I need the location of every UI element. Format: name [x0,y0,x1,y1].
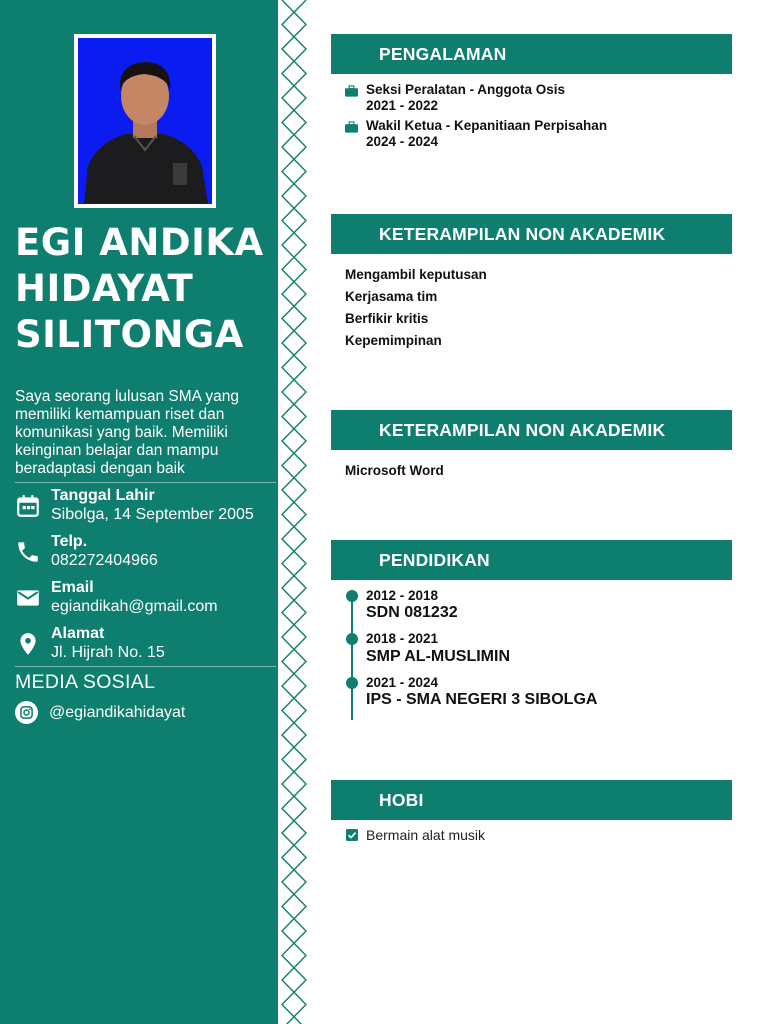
calendar-icon [15,493,41,519]
hobby-text: Bermain alat musik [366,827,486,843]
divider [15,666,276,667]
contact-label: Tanggal Lahir [51,487,155,504]
skill-item: Mengambil keputusan [345,267,487,282]
briefcase-icon [345,121,358,133]
education-timeline [351,596,353,720]
experience-title: Seksi Peralatan - Anggota Osis [366,82,566,97]
contact-value: Sibolga, 14 September 2005 [51,506,254,523]
contact-value: Jl. Hijrah No. 15 [51,644,165,661]
sidebar [0,0,278,1024]
hobby-item [346,827,485,843]
section-header-soft-skills: KETERAMPILAN NON AKADEMIK [331,214,732,254]
profile-summary: Saya seorang lulusan SMA yang memiliki kemampuan riset dan komunikasi yang baik. Memiliki keinginan belajar dan mampu beradaptasi dengan baik [15,388,240,477]
social-media-title: MEDIA SOSIAL [15,671,156,693]
section-header-education: PENDIDIKAN [331,540,732,580]
contact-label: Alamat [51,625,105,642]
contact-value: egiandikah@gmail.com [51,598,218,615]
timeline-dot [346,590,358,602]
skill-item: Kepemimpinan [345,333,442,348]
name-line-1: EGI ANDIKA [15,221,264,264]
zigzag-divider [278,0,310,1024]
education-school: IPS - SMA NEGERI 3 SIBOLGA [366,691,598,708]
skill-item: Berfikir kritis [345,311,429,326]
divider [15,482,276,483]
timeline-dot [346,677,358,689]
briefcase-icon [345,85,358,97]
checkbox-checked-icon [346,829,358,841]
contact-label: Email [51,579,94,596]
contact-label: Telp. [51,533,88,550]
section-header-experience: PENGALAMAN [331,34,732,74]
education-years: 2012 - 2018 [366,588,439,603]
experience-item [345,82,565,114]
experience-years: 2021 - 2022 [366,98,439,113]
social-instagram[interactable] [15,701,185,724]
phone-icon [15,539,41,565]
contact-phone [15,533,277,570]
contact-birthdate [15,487,277,524]
skill-item: Kerjasama tim [345,289,438,304]
contact-email [15,579,277,616]
education-school: SDN 081232 [366,604,458,621]
timeline-dot [346,633,358,645]
education-years: 2021 - 2024 [366,675,439,690]
contact-address [15,625,277,662]
experience-years: 2024 - 2024 [366,134,439,149]
skill-item: Microsoft Word [345,463,444,478]
section-header-hobby: HOBI [331,780,732,820]
education-school: SMP AL-MUSLIMIN [366,648,510,665]
location-pin-icon [15,631,41,657]
profile-photo [78,38,212,204]
experience-item [345,118,607,150]
person-silhouette-icon [78,38,212,204]
mail-icon [15,585,41,611]
instagram-icon [15,701,38,724]
education-years: 2018 - 2021 [366,631,439,646]
experience-title: Wakil Ketua - Kepanitiaan Perpisahan [366,118,608,133]
section-header-tech-skills: KETERAMPILAN NON AKADEMIK [331,410,732,450]
profile-photo-frame [74,34,216,208]
instagram-handle[interactable]: @egiandikahidayat [49,703,186,721]
name-line-2: HIDAYAT [15,267,194,310]
full-name [15,220,270,358]
contact-value: 082272404966 [51,552,158,569]
name-line-3: SILITONGA [15,313,244,356]
